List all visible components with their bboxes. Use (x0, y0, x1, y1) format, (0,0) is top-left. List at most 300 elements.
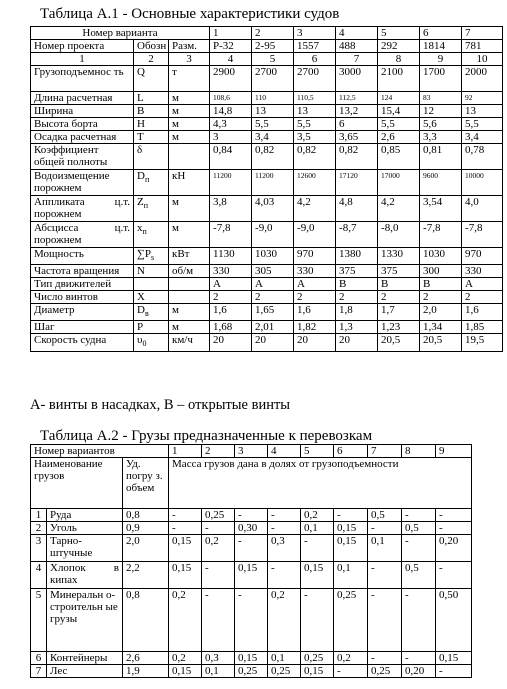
parameter-value: 2900 (210, 66, 252, 92)
mass-share: - (436, 562, 472, 589)
mass-share: - (235, 509, 268, 522)
symbol-header: Обозн (134, 40, 169, 53)
symbol-subscript: п (143, 201, 149, 211)
mass-share: - (436, 509, 472, 522)
parameter-value: 110,5 (294, 92, 336, 105)
parameter-name: Осадка расчетная (31, 131, 134, 144)
variant-number: 6 (420, 27, 462, 40)
parameter-value: 2 (294, 291, 336, 304)
table1-title: Таблица А.1 - Основные характеристики судов (40, 6, 340, 22)
parameter-value: 20,5 (420, 334, 462, 351)
parameter-unit (169, 144, 210, 170)
parameter-value: 13 (252, 105, 294, 118)
column-number: 10 (462, 53, 503, 66)
table-row (31, 445, 472, 458)
parameter-value: 13 (462, 105, 503, 118)
mass-share: 0,15 (235, 652, 268, 665)
parameter-value: 9600 (420, 170, 462, 196)
cargo-number: 1 (31, 509, 47, 522)
mass-share: - (268, 509, 301, 522)
parameter-value: 20,5 (378, 334, 420, 351)
symbol-subscript: 0 (142, 339, 147, 349)
project-number: Р-32 (210, 40, 252, 53)
parameter-value: А (252, 278, 294, 291)
parameter-name: Мощность (31, 248, 134, 265)
parameter-unit: м (169, 92, 210, 105)
table-row (31, 589, 472, 652)
parameter-value: 20 (294, 334, 336, 351)
mass-share: 0,2 (169, 652, 202, 665)
parameter-value: -8,7 (336, 222, 378, 248)
parameter-value: 2 (252, 291, 294, 304)
cargo-number: 5 (31, 589, 47, 652)
table-row (31, 248, 503, 265)
column-number: 8 (378, 53, 420, 66)
table-row (31, 40, 503, 53)
parameter-value: 1700 (420, 66, 462, 92)
parameter-value: 2700 (294, 66, 336, 92)
parameter-value: 4,03 (252, 196, 294, 222)
parameter-value: 2,6 (378, 131, 420, 144)
parameter-value: 5,5 (462, 118, 503, 131)
project-header: Номер проекта (31, 40, 134, 53)
symbol-subscript: s (150, 253, 155, 263)
table-row (31, 304, 503, 321)
parameter-value: 2 (336, 291, 378, 304)
mass-share: 0,3 (202, 652, 235, 665)
parameter-value: 3,3 (420, 131, 462, 144)
parameter-value: 5,5 (378, 118, 420, 131)
mass-share: - (169, 509, 202, 522)
table-row (31, 278, 503, 291)
mass-share: - (368, 562, 402, 589)
mass-share: 0,15 (301, 665, 334, 678)
parameter-value: 108,6 (210, 92, 252, 105)
parameter-value: -8,0 (378, 222, 420, 248)
variants-header: Номер вариантов (31, 445, 169, 458)
mass-share: - (301, 589, 334, 652)
parameter-value: 970 (462, 248, 503, 265)
mass-share: 0,5 (402, 562, 436, 589)
mass-share: 0,25 (235, 665, 268, 678)
parameter-symbol: δ (134, 144, 169, 170)
mass-share: - (436, 665, 472, 678)
parameter-value: 2 (420, 291, 462, 304)
parameter-value: 13,2 (336, 105, 378, 118)
parameter-unit (169, 278, 210, 291)
mass-share: 0,2 (301, 509, 334, 522)
table-row (31, 27, 503, 40)
mass-share: - (268, 522, 301, 535)
table-row (31, 665, 472, 678)
propeller-note: А- винты в насадках, В – открытые винты (30, 397, 291, 413)
cargo-name: Хлопок в кипах (47, 562, 123, 589)
symbol-subscript: п (144, 175, 150, 185)
cargo-name: Минеральн о-строительн ые грузы (47, 589, 123, 652)
table-row (31, 458, 472, 509)
parameter-name: Коэффициент общей полноты (31, 144, 134, 170)
parameter-value: 2,0 (420, 304, 462, 321)
mass-share: - (334, 509, 368, 522)
mass-share: - (169, 522, 202, 535)
table-row (31, 222, 503, 248)
parameter-value: В (378, 278, 420, 291)
parameter-value: 1030 (252, 248, 294, 265)
mass-share: - (301, 535, 334, 562)
parameter-unit: кВт (169, 248, 210, 265)
mass-share: - (202, 562, 235, 589)
parameter-value: 1,3 (336, 321, 378, 334)
parameter-value: 17120 (336, 170, 378, 196)
symbol-subscript: п (142, 227, 147, 237)
parameter-value: 1,65 (252, 304, 294, 321)
column-number: 4 (210, 53, 252, 66)
parameter-value: 17000 (378, 170, 420, 196)
cargo-number: 4 (31, 562, 47, 589)
parameter-value: 83 (420, 92, 462, 105)
mass-share: - (334, 665, 368, 678)
mass-share: 0,1 (368, 535, 402, 562)
parameter-symbol: L (134, 92, 169, 105)
parameter-value: -7,8 (420, 222, 462, 248)
table-row (31, 652, 472, 665)
specific-volume: 0,8 (123, 589, 169, 652)
table-row (31, 105, 503, 118)
variant-number: 2 (252, 27, 294, 40)
parameter-unit: об/м (169, 265, 210, 278)
parameter-symbol: H (134, 118, 169, 131)
parameter-name: Высота борта (31, 118, 134, 131)
parameter-value: 20 (336, 334, 378, 351)
specific-volume: 1,9 (123, 665, 169, 678)
parameter-value: 6 (336, 118, 378, 131)
cargo-name: Лес (47, 665, 123, 678)
parameter-name: Грузоподъемнос ть (31, 66, 134, 92)
project-number: 488 (336, 40, 378, 53)
parameter-unit: м (169, 304, 210, 321)
mass-share: - (368, 522, 402, 535)
unit-header: Разм. (169, 40, 210, 53)
parameter-value: 3 (210, 131, 252, 144)
parameter-unit: м (169, 131, 210, 144)
mass-share: 0,15 (169, 535, 202, 562)
variant-number: 3 (294, 27, 336, 40)
parameter-name: Абсцисса ц.т. порожнем (31, 222, 134, 248)
parameter-unit: м (169, 196, 210, 222)
table-row (31, 265, 503, 278)
parameter-value: 3000 (336, 66, 378, 92)
mass-share: 0,2 (334, 652, 368, 665)
parameter-value: 2 (210, 291, 252, 304)
variant-number: 6 (334, 445, 368, 458)
parameter-value: 1,82 (294, 321, 336, 334)
variant-number: 5 (378, 27, 420, 40)
parameter-value: 1030 (420, 248, 462, 265)
parameter-value: 2100 (378, 66, 420, 92)
parameter-value: 10000 (462, 170, 503, 196)
table-row (31, 131, 503, 144)
mass-share: 0,15 (301, 562, 334, 589)
parameter-symbol (134, 278, 169, 291)
column-number: 7 (336, 53, 378, 66)
table-row (31, 535, 472, 562)
parameter-value: 2700 (252, 66, 294, 92)
parameter-value: -7,8 (210, 222, 252, 248)
parameter-name: Длина расчетная (31, 92, 134, 105)
parameter-symbol: P (134, 321, 169, 334)
parameter-value: 11200 (252, 170, 294, 196)
parameter-value: 4,8 (336, 196, 378, 222)
mass-share: 0,25 (301, 652, 334, 665)
table-row (31, 92, 503, 105)
parameter-value: 4,0 (462, 196, 503, 222)
mass-share: 0,15 (235, 562, 268, 589)
parameter-value: 0,84 (210, 144, 252, 170)
parameter-value: 4,3 (210, 118, 252, 131)
parameter-unit: м (169, 118, 210, 131)
parameter-value: 375 (378, 265, 420, 278)
mass-share: 0,15 (334, 535, 368, 562)
cargo-number: 6 (31, 652, 47, 665)
mass-share: 0,25 (268, 665, 301, 678)
mass-share: 0,15 (169, 562, 202, 589)
project-number: 2-95 (252, 40, 294, 53)
column-number: 1 (31, 53, 134, 66)
table-row (31, 144, 503, 170)
project-number: 292 (378, 40, 420, 53)
mass-share: - (235, 535, 268, 562)
mass-share: 0,1 (268, 652, 301, 665)
parameter-value: 5,5 (252, 118, 294, 131)
table-row (31, 118, 503, 131)
parameter-value: 5,6 (420, 118, 462, 131)
cargo-table (30, 444, 472, 678)
parameter-value: 330 (210, 265, 252, 278)
table-row (31, 291, 503, 304)
variant-number: 8 (402, 445, 436, 458)
mass-share: 0,20 (402, 665, 436, 678)
parameter-value: 3,5 (294, 131, 336, 144)
parameter-value: 20 (210, 334, 252, 351)
parameter-value: 300 (420, 265, 462, 278)
mass-share: 0,15 (334, 522, 368, 535)
parameter-value: 4,2 (378, 196, 420, 222)
parameter-value: В (420, 278, 462, 291)
parameter-value: 2,01 (252, 321, 294, 334)
parameter-value: 5,5 (294, 118, 336, 131)
mass-share: - (202, 589, 235, 652)
parameter-symbol: Q (134, 66, 169, 92)
parameter-value: 3,4 (462, 131, 503, 144)
table-row (31, 321, 503, 334)
parameter-value: -7,8 (462, 222, 503, 248)
mass-share: - (202, 522, 235, 535)
parameter-value: 1,23 (378, 321, 420, 334)
parameter-symbol: $D_в$ (134, 304, 169, 321)
symbol-subscript: в (144, 309, 149, 319)
ship-characteristics-table (30, 26, 503, 352)
mass-share: 0,50 (436, 589, 472, 652)
parameter-value: А (210, 278, 252, 291)
specific-volume: 2,0 (123, 535, 169, 562)
parameter-value: 3,54 (420, 196, 462, 222)
parameter-value: 1,85 (462, 321, 503, 334)
parameter-value: 3,8 (210, 196, 252, 222)
parameter-unit: м (169, 222, 210, 248)
variant-number: 9 (436, 445, 472, 458)
column-number: 6 (294, 53, 336, 66)
table-row (31, 53, 503, 66)
mass-share: 0,2 (169, 589, 202, 652)
parameter-value: 0,81 (420, 144, 462, 170)
table-row (31, 196, 503, 222)
variant-number: 2 (202, 445, 235, 458)
table-row (31, 334, 503, 351)
cargo-name: Руда (47, 509, 123, 522)
parameter-value: 1330 (378, 248, 420, 265)
parameter-value: 0,82 (252, 144, 294, 170)
parameter-name: Ширина (31, 105, 134, 118)
parameter-value: 2000 (462, 66, 503, 92)
cargo-number: 7 (31, 665, 47, 678)
parameter-unit: км/ч (169, 334, 210, 351)
parameter-value: 1,6 (210, 304, 252, 321)
variant-number: 7 (368, 445, 402, 458)
parameter-symbol: T (134, 131, 169, 144)
parameter-value: 4,2 (294, 196, 336, 222)
cargo-name: Тарно-штучные (47, 535, 123, 562)
parameter-value: 20 (252, 334, 294, 351)
mass-share: 0,1 (202, 665, 235, 678)
parameter-name: Шаг (31, 321, 134, 334)
parameter-value: 110 (252, 92, 294, 105)
variant-header: Номер варианта (31, 27, 210, 40)
mass-share: - (235, 589, 268, 652)
cargo-number: 2 (31, 522, 47, 535)
parameter-value: 19,5 (462, 334, 503, 351)
parameter-symbol: $\upsilon_0$ (134, 334, 169, 351)
parameter-name: Число винтов (31, 291, 134, 304)
mass-share: 0,25 (334, 589, 368, 652)
column-number: 9 (420, 53, 462, 66)
mass-share: - (368, 652, 402, 665)
parameter-unit (169, 291, 210, 304)
parameter-unit: м (169, 105, 210, 118)
specific-volume: 0,8 (123, 509, 169, 522)
project-number: 781 (462, 40, 503, 53)
parameter-value: В (336, 278, 378, 291)
parameter-value: 112,5 (336, 92, 378, 105)
mass-caption: Масса грузов дана в долях от грузоподъемности (169, 458, 472, 509)
parameter-value: А (294, 278, 336, 291)
variant-number: 7 (462, 27, 503, 40)
parameter-value: 14,8 (210, 105, 252, 118)
mass-share: 0,15 (169, 665, 202, 678)
parameter-value: А (462, 278, 503, 291)
parameter-value: 970 (294, 248, 336, 265)
cargo-name-header: Наименование грузов (31, 458, 123, 509)
parameter-value: -9,0 (252, 222, 294, 248)
table2-title: Таблица А.2 - Грузы предназначенные к перевозкам (40, 428, 373, 444)
parameter-name: Тип движителей (31, 278, 134, 291)
mass-share: - (368, 589, 402, 652)
cargo-name: Контейнеры (47, 652, 123, 665)
parameter-value: 3,65 (336, 131, 378, 144)
parameter-unit: т (169, 66, 210, 92)
parameter-value: 330 (462, 265, 503, 278)
column-number: 5 (252, 53, 294, 66)
cargo-name: Уголь (47, 522, 123, 535)
parameter-value: 15,4 (378, 105, 420, 118)
variant-number: 4 (336, 27, 378, 40)
parameter-value: 124 (378, 92, 420, 105)
cargo-number: 3 (31, 535, 47, 562)
mass-share: - (436, 522, 472, 535)
parameter-symbol: N (134, 265, 169, 278)
parameter-value: 1,34 (420, 321, 462, 334)
mass-share: 0,3 (268, 535, 301, 562)
mass-share: - (402, 589, 436, 652)
parameter-value: 1,8 (336, 304, 378, 321)
mass-share: 0,25 (202, 509, 235, 522)
mass-share: 0,20 (436, 535, 472, 562)
parameter-value: 2 (378, 291, 420, 304)
parameter-value: 0,82 (294, 144, 336, 170)
mass-share: 0,25 (368, 665, 402, 678)
variant-number: 1 (169, 445, 202, 458)
parameter-value: 375 (336, 265, 378, 278)
parameter-value: 2 (462, 291, 503, 304)
mass-share: 0,5 (402, 522, 436, 535)
variant-number: 4 (268, 445, 301, 458)
parameter-name: Водоизмещение порожнем (31, 170, 134, 196)
parameter-value: 305 (252, 265, 294, 278)
parameter-value: 330 (294, 265, 336, 278)
project-number: 1557 (294, 40, 336, 53)
parameter-name: Скорость судна (31, 334, 134, 351)
parameter-unit: м (169, 321, 210, 334)
parameter-unit: кН (169, 170, 210, 196)
mass-share: - (268, 562, 301, 589)
table-row (31, 509, 472, 522)
parameter-value: 12600 (294, 170, 336, 196)
parameter-value: 1,68 (210, 321, 252, 334)
mass-share: 0,1 (334, 562, 368, 589)
parameter-value: 3,4 (252, 131, 294, 144)
variant-number: 3 (235, 445, 268, 458)
parameter-value: 1,6 (462, 304, 503, 321)
table-row (31, 66, 503, 92)
specific-volume-header: Уд. погру з. объем (123, 458, 169, 509)
parameter-value: 0,82 (336, 144, 378, 170)
column-number: 2 (134, 53, 169, 66)
parameter-symbol: $Z_п$ (134, 196, 169, 222)
specific-volume: 2,6 (123, 652, 169, 665)
mass-share: - (402, 652, 436, 665)
project-number: 1814 (420, 40, 462, 53)
parameter-name: Диаметр (31, 304, 134, 321)
parameter-value: 11200 (210, 170, 252, 196)
parameter-value: 1,7 (378, 304, 420, 321)
mass-share: - (402, 509, 436, 522)
table-row (31, 562, 472, 589)
parameter-value: 92 (462, 92, 503, 105)
parameter-value: 1,6 (294, 304, 336, 321)
parameter-symbol: $x_п$ (134, 222, 169, 248)
parameter-value: -9,0 (294, 222, 336, 248)
parameter-value: 13 (294, 105, 336, 118)
parameter-symbol: B (134, 105, 169, 118)
